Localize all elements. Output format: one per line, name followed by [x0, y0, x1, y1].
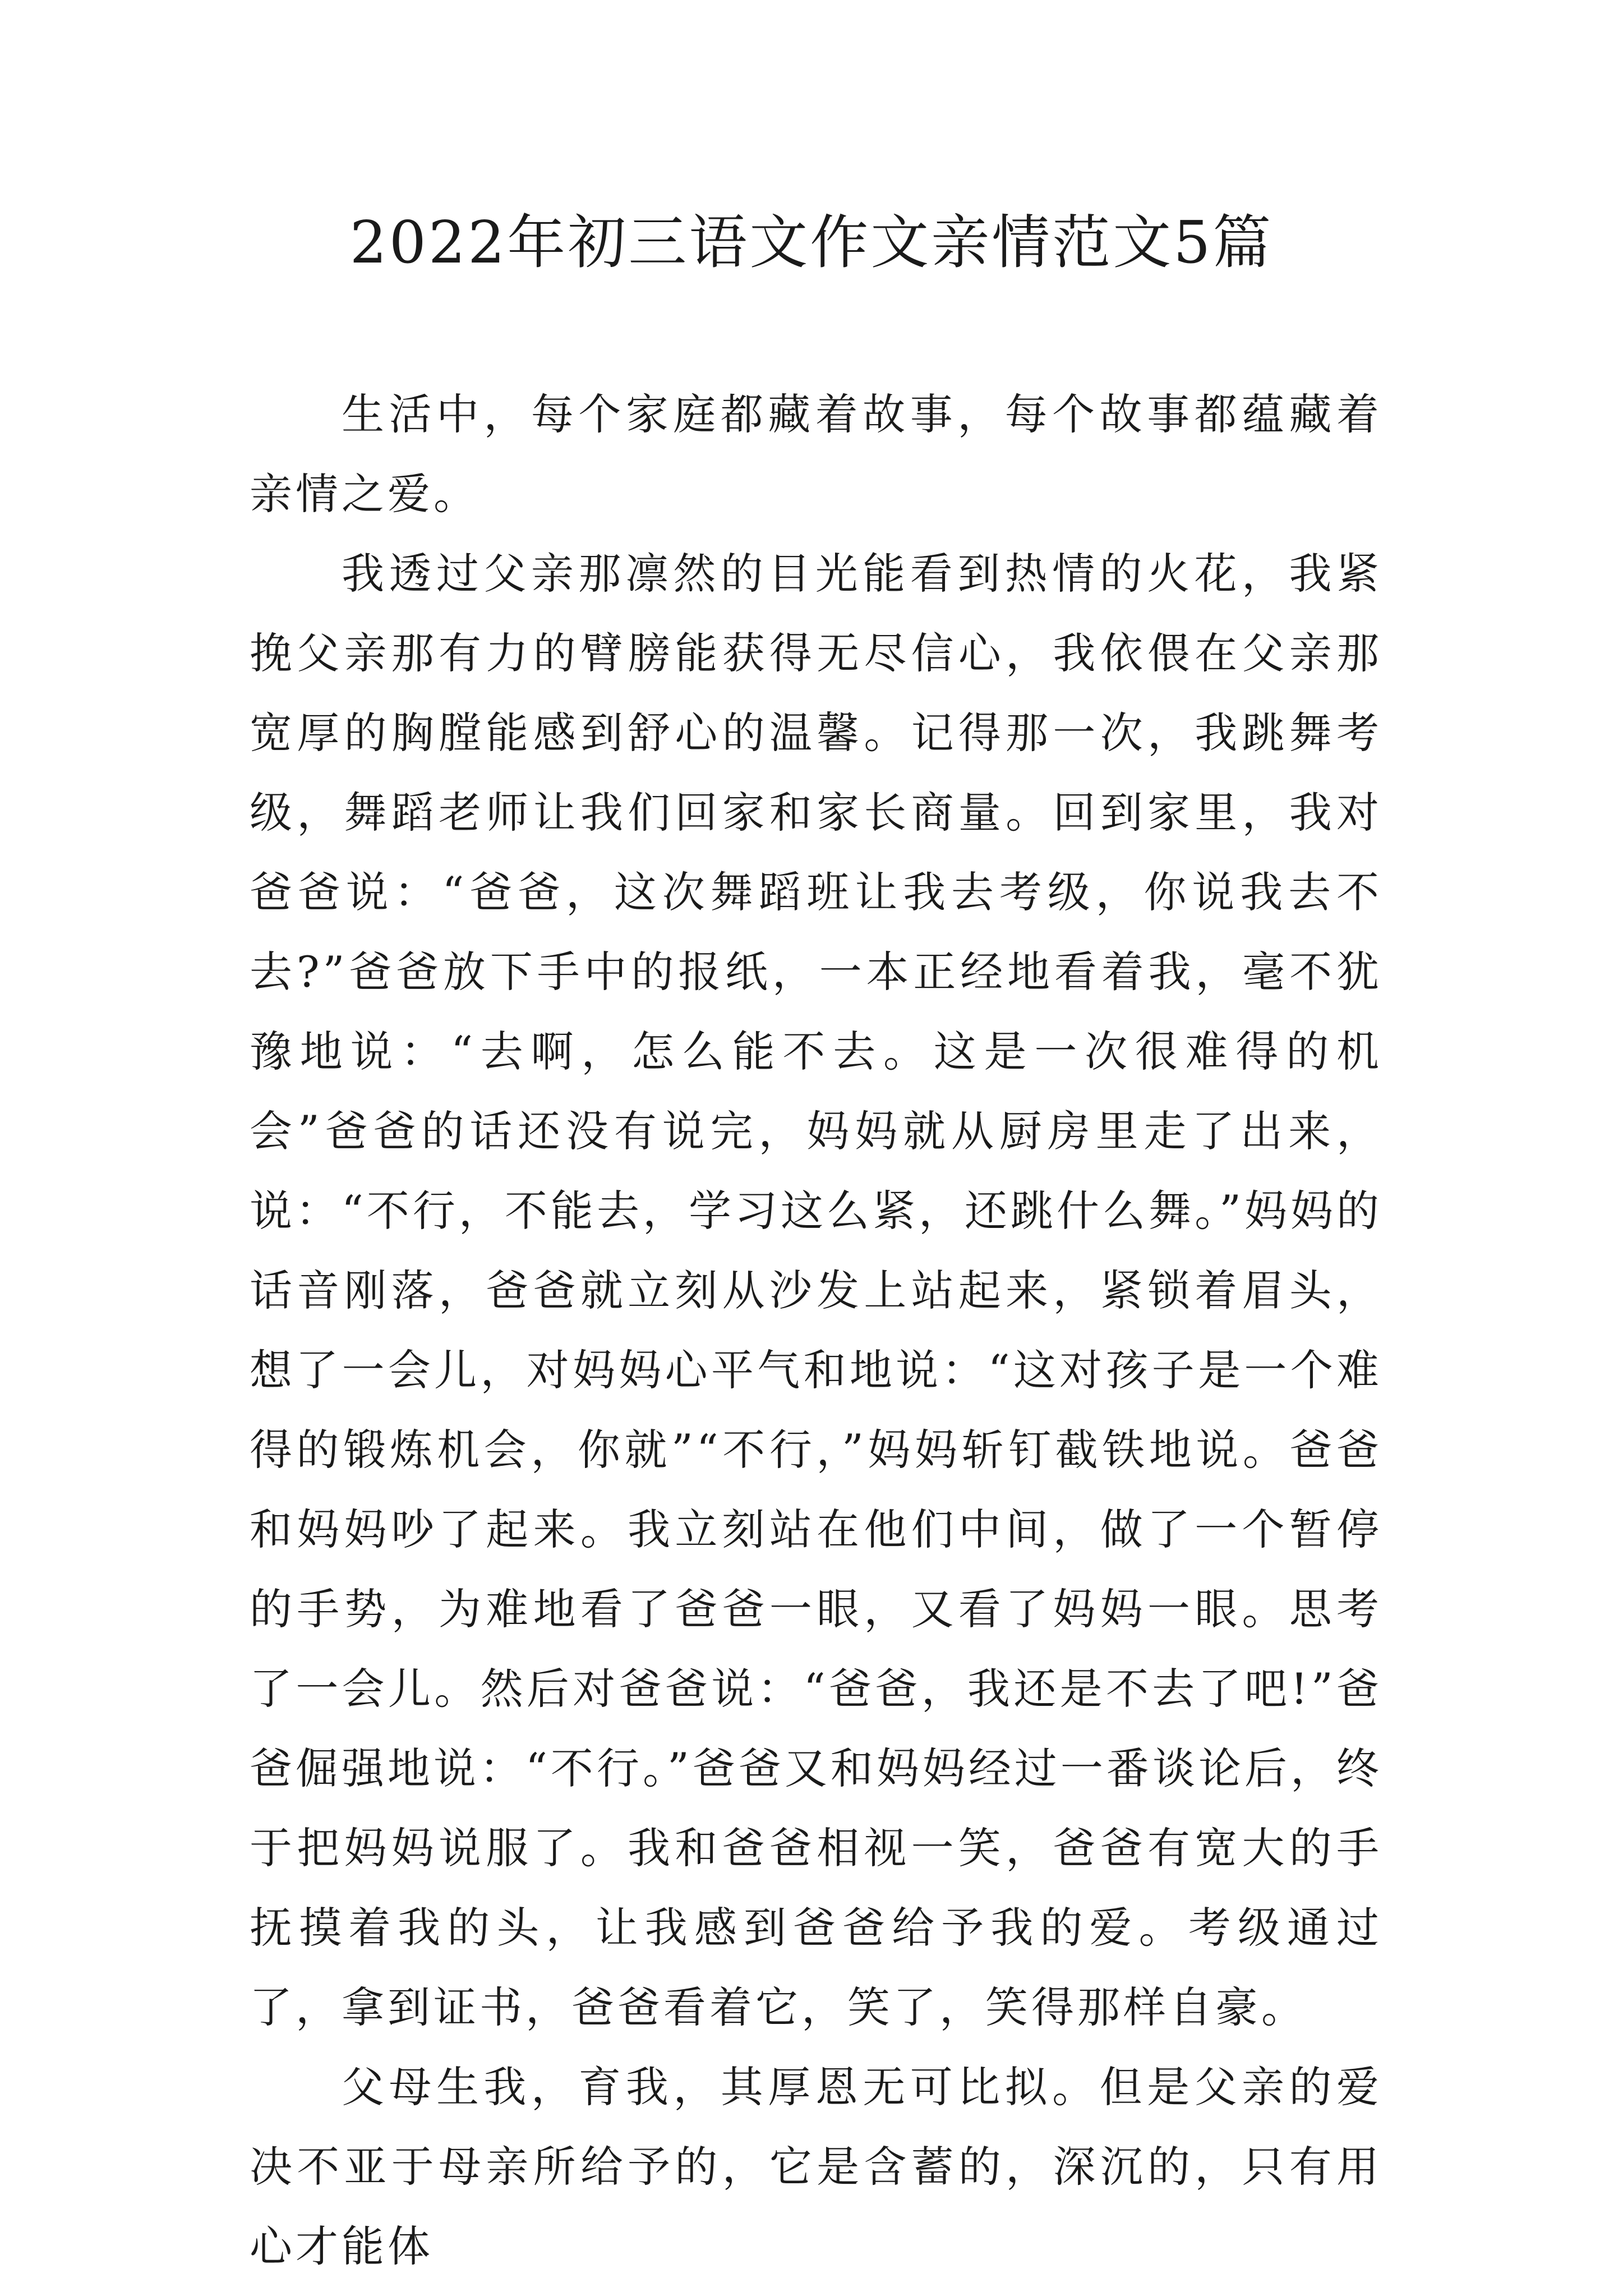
paragraph-3: 父母生我，育我，其厚恩无可比拟。但是父亲的爱决不亚于母亲所给予的，它是含蓄的，深沉的，只有用心才能体 — [250, 2062, 1382, 2271]
document-title: 2022年初三语文作文亲情范文5篇 — [349, 208, 1274, 277]
paragraph-2: 我透过父亲那凛然的目光能看到热情的火花，我紧挽父亲那有力的臂膀能获得无尽信心，我依偎在父亲那宽厚的胸膛能感到舒心的温馨。记得那一次，我跳舞考级，舞蹈老师让我们回家和家长商量。回到家里，我对爸爸说：“爸爸，这次舞蹈班让我去考级，你说我去不去?”爸爸放下手中的报纸，一本正经地看着我，毫不犹豫地说：“去啊，怎么能不去。这是一次很难得的机会”爸爸的话还没有说完，妈妈就从厨房里走了出来，说：“不行，不能去，学习这么紧，还跳什么舞。”妈妈的话音刚落，爸爸就立刻从沙发上站起来，紧锁着眉头，想了一会儿，对妈妈心平气和地说：“这对孩子是一个难得的锻炼机会，你就”“不行，”妈妈斩钉截铁地说。爸爸和妈妈吵了起来。我立刻站在他们中间，做了一个暂停的手势，为难地看了爸爸一眼，又看了妈妈一眼。思考了一会儿。然后对爸爸说：“爸爸，我还是不去了吧!”爸爸倔强地说：“不行。”爸爸又和妈妈经过一番谈论后，终于把妈妈说服了。我和爸爸相视一笑，爸爸有宽大的手抚摸着我的头，让我感到爸爸给予我的爱。考级通过了，拿到证书，爸爸看着它，笑了，笑得那样自豪。 — [250, 549, 1382, 2032]
document-body — [250, 375, 1382, 2286]
paragraph-1: 生活中，每个家庭都藏着故事，每个故事都蕴藏着亲情之爱。 — [250, 389, 1382, 519]
